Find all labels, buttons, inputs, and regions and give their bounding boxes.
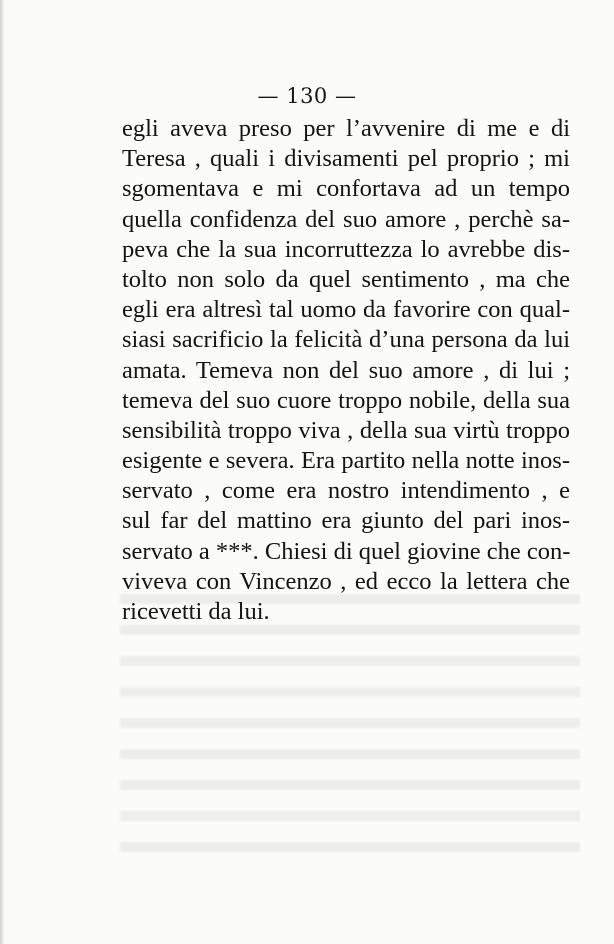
text-line: sensibilità troppo viva , della sua virtù troppo <box>122 416 570 444</box>
text-line: siasi sacrificio la felicità d’una persona da lui <box>122 326 570 354</box>
page-number: — 130 — <box>257 84 357 108</box>
text-line: esigente e severa. Era partito nella notte inos- <box>122 447 570 475</box>
text-line: sgomentava e mi confortava ad un tempo <box>122 175 570 203</box>
body-text <box>122 114 570 627</box>
text-line: peva che la sua incorruttezza lo avrebbe dis- <box>122 235 570 263</box>
text-line: quella confidenza del suo amore , perchè sa- <box>122 205 570 233</box>
text-line: servato a ***. Chiesi di quel giovine che con- <box>122 537 571 565</box>
text-line: egli era altresì tal uomo da favorire con qual- <box>122 296 570 324</box>
text-line: ricevetti da lui. <box>122 598 270 625</box>
text-line: amata. Temeva non del suo amore , di lui ; <box>122 356 570 384</box>
text-line: egli aveva preso per l’avvenire di me e di <box>122 115 570 142</box>
text-line: tolto non solo da quel sentimento , ma che <box>122 265 570 293</box>
text-line: Teresa , quali i divisamenti pel proprio ; mi <box>122 145 570 173</box>
text-line: viveva con Vincenzo , ed ecco la lettera che <box>122 567 570 595</box>
text-line: servato , come era nostro intendimento , e <box>122 477 570 505</box>
text-line: temeva del suo cuore troppo nobile, della sua <box>122 386 570 414</box>
binding-edge <box>0 0 4 944</box>
text-line: sul far del mattino era giunto del pari inos- <box>122 507 570 535</box>
